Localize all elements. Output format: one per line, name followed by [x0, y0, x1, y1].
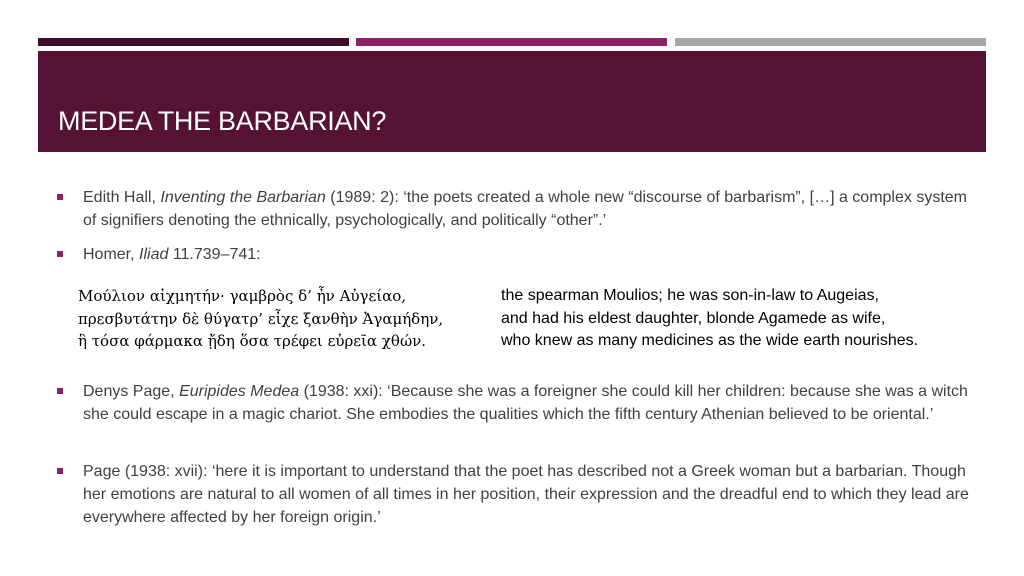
- greek-line: Μούλιον αἰχμητήν· γαμβρὸς δ’ ἦν Αὐγείαο,: [78, 287, 407, 305]
- greek-line: πρεσβυτάτην δὲ θύγατρ’ εἶχε ξανθὴν Ἀγαμήδην,: [78, 309, 444, 328]
- bullet-square-icon: [57, 251, 63, 257]
- bullet-square-icon: [57, 388, 63, 394]
- slide-title: MEDEA THE BARBARIAN?: [58, 106, 387, 136]
- bullet-text: Homer, Iliad 11.739–741:: [83, 246, 261, 263]
- translation-line: the spearman Moulios; he was son-in-law to Augeias,: [501, 287, 879, 304]
- translation-line: and had his eldest daughter, blonde Agamede as wife,: [501, 309, 886, 327]
- english-translation: [501, 285, 981, 353]
- bullet-text: Denys Page, Euripides Medea (1938: xxi): ‘Because she was a foreigner she could kill her children: because she was a witch she could escape in a magic chariot. She embodies the qualities which the fifth century Athenian believed to be oriental.’: [83, 383, 968, 423]
- bullet-square-icon: [57, 468, 63, 474]
- bullet-text: Page (1938: xvii): ‘here it is important to understand that the poet has described not a Greek woman but a barbarian. Though her emotions are natural to all women of all times in her position, their expression and the dreadful end to which they lead are everywhere affected by her foreign origin.’: [83, 463, 969, 526]
- greek-quote: [78, 285, 498, 353]
- greek-line: ἣ τόσα φάρμακα ᾔδη ὅσα τρέφει εὐρεῖα χθών.: [78, 332, 427, 350]
- translation-line: who knew as many medicines as the wide earth nourishes.: [501, 332, 919, 349]
- bullet-text: Edith Hall, Inventing the Barbarian (1989: 2): ‘the poets created a whole new “discourse of barbarism”, […] a complex system of signifiers denoting the ethnically, psychologically, and politically “other”.’: [83, 189, 967, 229]
- bullet-square-icon: [57, 194, 63, 200]
